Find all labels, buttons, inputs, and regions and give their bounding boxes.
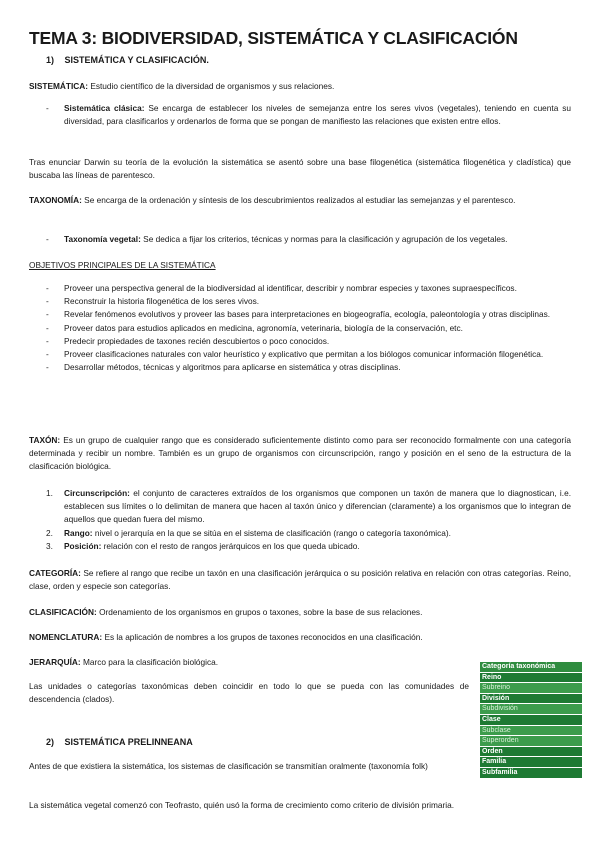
section-title: SISTEMÁTICA PRELINNEANA [64,737,193,747]
paragraph-nomenclatura [29,631,571,644]
table-row [480,746,583,757]
table-cell: Subclase [480,725,583,736]
table-cell: Reino [480,672,583,683]
table-row [480,672,583,683]
paragraph-teofrasto: La sistemática vegetal comenzó con Teofrasto, quién usó la forma de crecimiento como criterio de división primaria. [29,800,455,810]
table-header-row [480,662,583,673]
table-row [480,736,583,747]
table-row [480,725,583,736]
term: TAXÓN: [29,435,61,445]
section-number: 2) [46,737,55,747]
term: Taxonomía vegetal: [64,234,141,244]
bullet-list-sistematica [46,102,571,128]
table-row [480,693,583,704]
definition: Se dedica a fijar los criterios, técnicas y normas para la clasificación y agrupación de los vegetales. [143,234,508,244]
term: Circunscripción: [64,488,130,498]
table-cell: Subreino [480,683,583,694]
table-cell: División [480,693,583,704]
taxon-list-item [46,527,571,540]
table-cell: Subfamilia [480,767,583,778]
objetivo-item: - Desarrollar métodos, técnicas y algoritmos para aplicarse en sistemática y otras disciplinas. [46,361,571,374]
term: Rango: [64,527,93,538]
table-row [480,683,583,694]
definition: relación con el resto de rangos jerárquicos en los que queda ubicado. [103,540,360,551]
table-cell: Familia [480,757,583,768]
definition: Marco para la clasificación biológica. [82,657,219,667]
paragraph-clasificacion [29,606,571,619]
definition: Se encarga de establecer los niveles de semejanza entre los seres vivos (vegetales), teniendo en cuenta su diversidad, para clasificarlos y ordenarlos de forma que se pongan de manifiesto las relaciones que existen entre ellos. [64,103,571,127]
item-number: 1. [46,488,53,498]
definition: Estudio científico de la diversidad de organismos y sus relaciones. [90,81,335,91]
table-header-cell: Categoría taxonómica [480,662,583,673]
section-number: 1) [46,55,55,65]
term: CATEGORÍA: [29,568,81,578]
term: TAXONOMÍA: [29,195,82,205]
table-row [480,704,583,715]
item-number: 3. [46,540,53,551]
objetivo-item: - Predecir propiedades de taxones recién descubiertos o poco conocidos. [46,335,571,348]
paragraph-unidades: Las unidades o categorías taxonómicas deben coincidir en todo lo que se pueda con las comunidades de descendencia (clados). [29,681,469,705]
paragraph-taxon [29,434,571,474]
page-title: TEMA 3: BIODIVERSIDAD, SISTEMÁTICA Y CLASIFICACIÓN [29,28,518,48]
table-cell: Subdivisión [480,704,583,715]
definition: Se encarga de la ordenación y síntesis de los descubrimientos realizados al estudiar las semejanzas y el parentesco. [84,195,516,205]
table-cell: Orden [480,746,583,757]
objetivo-item: - Proveer clasificaciones naturales con valor heurístico y explicativo que permitan a los biólogos comunicar información filogenética. [46,348,571,361]
term: SISTEMÁTICA: [29,81,88,91]
term: CLASIFICACIÓN: [29,607,97,617]
table-row [480,757,583,768]
definition: nivel o jerarquía en la que se sitúa en el sistema de clasificación (rango o categoría taxonómica). [94,527,451,538]
definition: Se refiere al rango que recibe un taxón en una clasificación jerárquica o su posición relativa en relación con otras categorías. Reino, clase, orden y especie son categorías. [29,568,571,592]
definition: Es la aplicación de nombres a los grupos de taxones reconocidos en una clasificación. [104,632,423,642]
paragraph-sistematica [29,80,571,93]
taxon-list-item [46,540,571,553]
objetivo-item: - Proveer una perspectiva general de la biodiversidad al identificar, describir y nombrar especies y taxones supraespecíficos. [46,282,571,295]
item-number: 2. [46,527,53,538]
bullet-list-taxonomia [46,233,571,246]
paragraph-darwin: Tras enunciar Darwin su teoría de la evolución la sistemática se asentó sobre una base filogenética (sistemática filogenética y cladística) que buscaba las líneas de parentesco. [29,157,571,181]
paragraph-categoria [29,567,571,593]
taxon-list-item [46,487,571,527]
list-item [46,102,571,128]
list-item [46,233,571,246]
definition: Ordenamiento de los organismos en grupos o taxones, sobre la base de sus relaciones. [99,607,423,617]
table-cell: Superorden [480,736,583,747]
term: Sistemática clásica: [64,103,145,113]
term: Posición: [64,540,102,551]
definition: el conjunto de caracteres extraídos de los organismos que componen un taxón de manera que lo diagnostican, i.e. establecen sus límites o lo delimitan de manera que hacen al taxón único y diferencian (claramente) a los organismos que lo integran de aquellos que quedan fuera del mismo. [64,488,571,525]
objetivo-item: - Reconstruir la historia filogenética de los seres vivos. [46,295,571,308]
paragraph-taxonomia [29,194,571,207]
table-cell: Clase [480,714,583,725]
term: JERARQUÍA: [29,657,81,667]
section-title: SISTEMÁTICA Y CLASIFICACIÓN. [64,55,209,65]
taxon-numbered-list [46,487,571,553]
taxonomic-category-table [479,661,583,779]
objetivo-item: - Proveer datos para estudios aplicados en medicina, agronomía, veterinaria, biología de la conservación, etc. [46,322,571,335]
definition: Es un grupo de cualquier rango que es considerado suficientemente distinto como para ser reconocido formalmente con una categoría determinada y recibir un nombre. También es un grupo de organismos con circunscripción, rango y posición en el seno de la estructura de la clasificación biológica. [29,435,571,472]
section-heading-2 [46,737,193,747]
objetivos-heading: OBJETIVOS PRINCIPALES DE LA SISTEMÁTICA [29,260,216,270]
objetivo-item: - Revelar fenómenos evolutivos y proveer las bases para interpretaciones en biogeografía, ecología, paleontología y otras disciplinas. [46,308,571,321]
objetivos-list [46,282,571,374]
paragraph-prelinneana: Antes de que existiera la sistemática, los sistemas de clasificación se transmitían oralmente (taxonomía folk) [29,761,428,771]
section-heading-1 [46,55,209,65]
term: NOMENCLATURA: [29,632,103,642]
table-row [480,767,583,778]
table-row [480,714,583,725]
